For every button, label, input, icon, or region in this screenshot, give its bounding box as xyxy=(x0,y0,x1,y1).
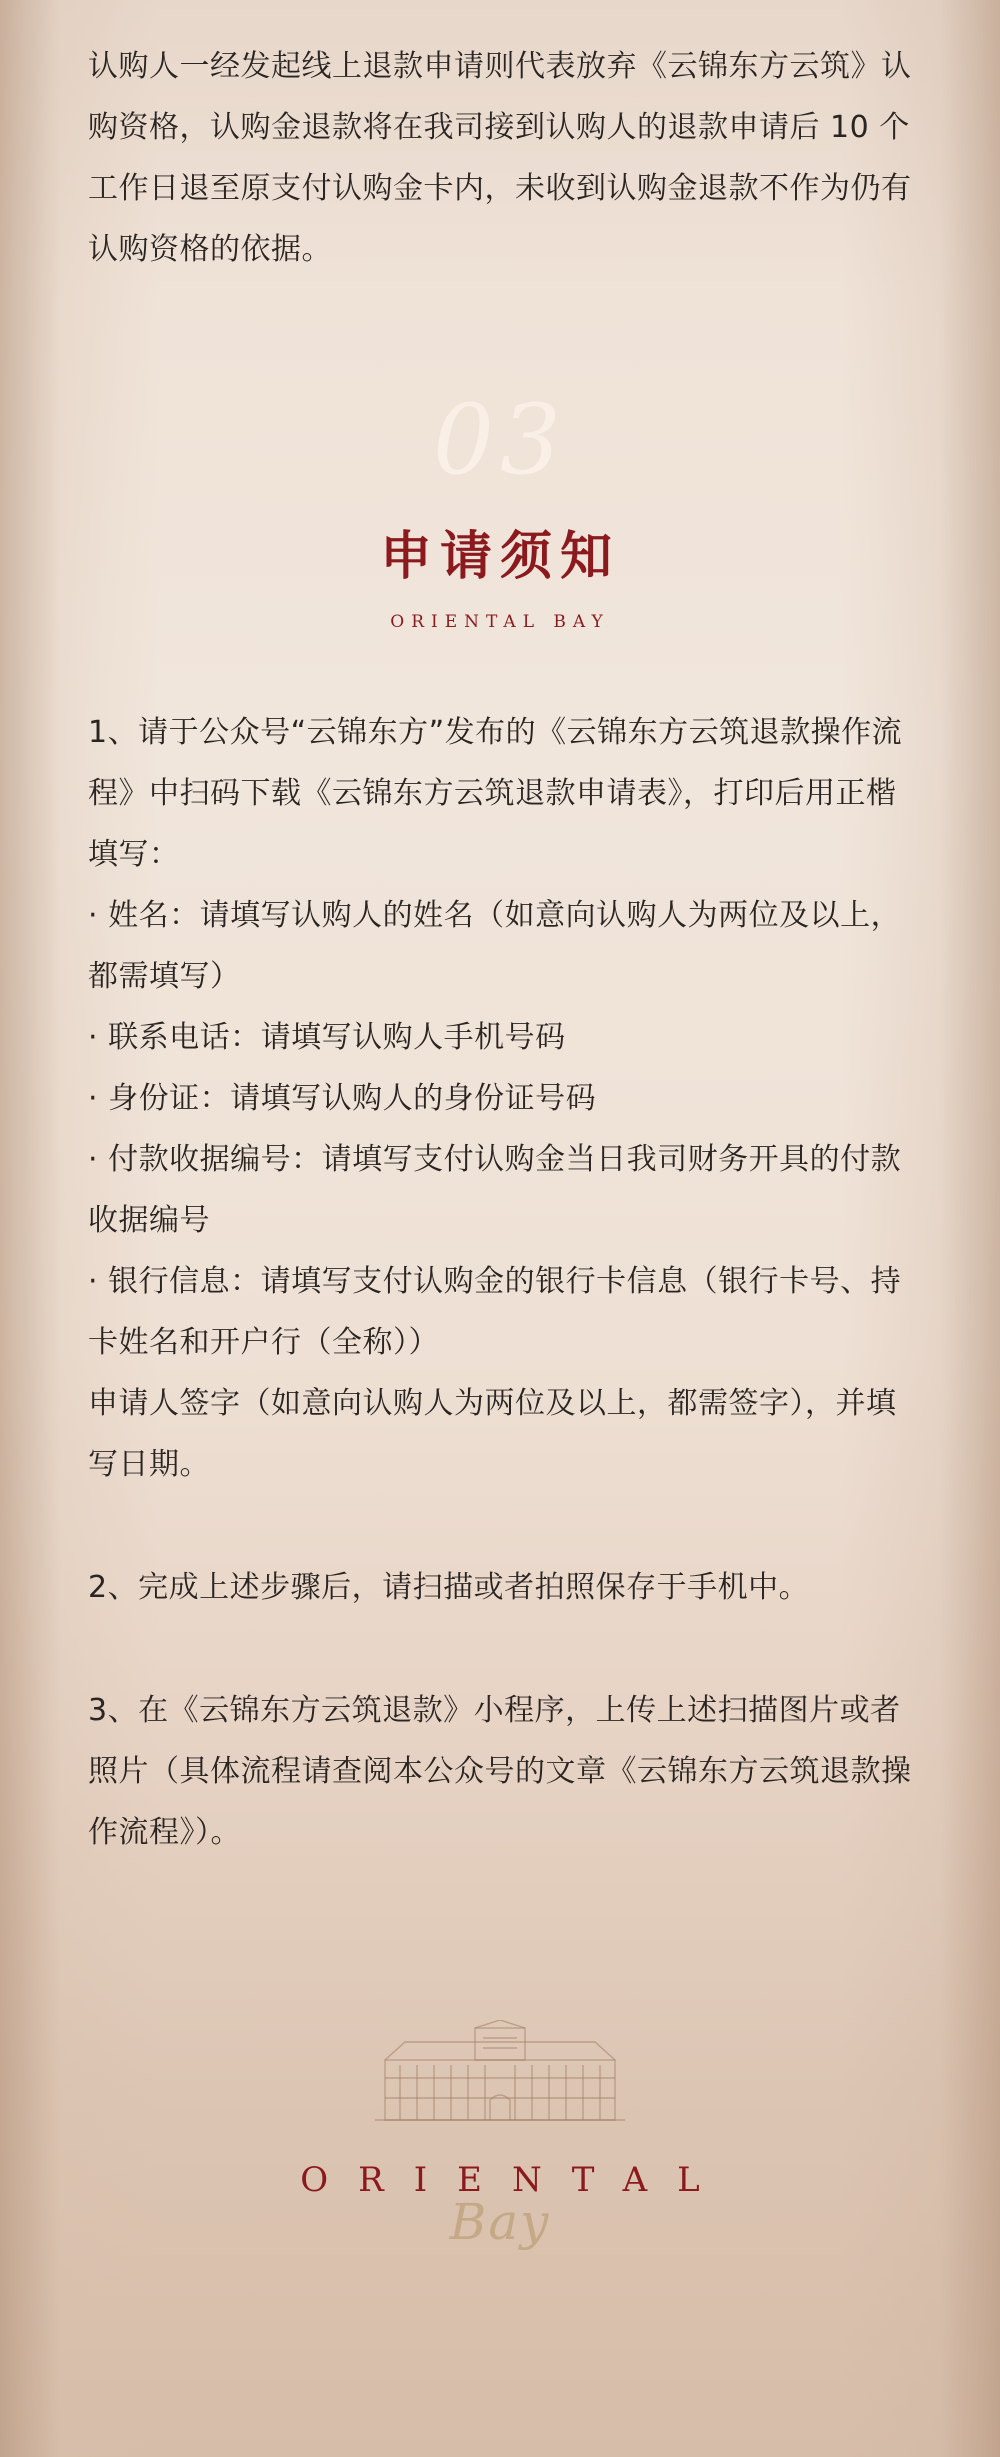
instruction-item: · 银行信息：请填写支付认购金的银行卡信息（银行卡号、持卡姓名和开户行（全称）） xyxy=(88,1264,902,1360)
instruction-item: · 姓名：请填写认购人的姓名（如意向认购人为两位及以上，都需填写） xyxy=(88,898,902,994)
instruction-item: 申请人签字（如意向认购人为两位及以上，都需签字），并填写日期。 xyxy=(88,1386,897,1482)
instruction-item: 2、完成上述步骤后，请扫描或者拍照保存于手机中。 xyxy=(88,1570,810,1605)
intro-paragraph: 认购人一经发起线上退款申请则代表放弃《云锦东方云筑》认购资格，认购金退款将在我司接到认购人的退款申请后 10 个工作日退至原支付认购金卡内，未收到认购金退款不作为仍有认购资格的依据。 xyxy=(88,49,912,267)
spacer xyxy=(88,1618,918,1680)
instruction-item: · 身份证：请填写认购人的身份证号码 xyxy=(88,1081,597,1116)
instruction-item: · 付款收据编号：请填写支付认购金当日我司财务开具的付款收据编号 xyxy=(88,1142,902,1238)
logo-wordmark: ORIENTAL xyxy=(300,2160,730,2200)
instruction-item: 3、在《云锦东方云筑退款》小程序，上传上述扫描图片或者照片（具体流程请查阅本公众号的文章《云锦东方云筑退款操作流程》）。 xyxy=(88,1693,912,1850)
section-number: 03 xyxy=(432,384,568,496)
brand-logo xyxy=(0,2020,1000,2250)
building-icon xyxy=(355,2020,645,2125)
spacer xyxy=(88,1495,918,1557)
section-header xyxy=(0,380,1000,650)
section-title: 申请须知 xyxy=(379,526,620,587)
instruction-item: 1、请于公众号“云锦东方”发布的《云锦东方云筑退款操作流程》中扫码下载《云锦东方云筑退款申请表》，打印后用正楷填写： xyxy=(88,715,903,872)
logo-script: Bay xyxy=(449,2193,551,2251)
instruction-list xyxy=(88,702,918,1863)
section-subtitle: ORIENTAL BAY xyxy=(390,612,610,632)
instruction-item: · 联系电话：请填写认购人手机号码 xyxy=(88,1020,566,1055)
